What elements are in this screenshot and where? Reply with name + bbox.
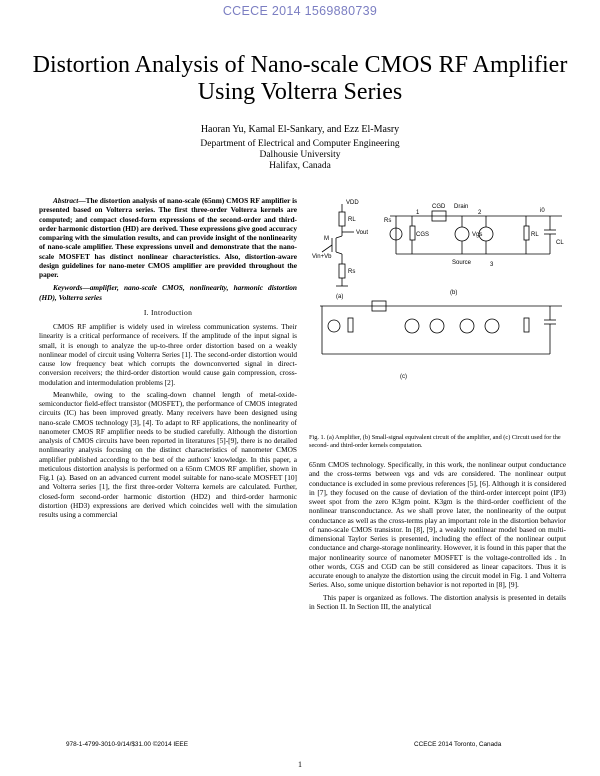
fig-vgs-label: Vgs xyxy=(472,232,483,238)
fig-node-3: 3 xyxy=(490,262,494,268)
right-paragraph-1: 65nm CMOS technology. Specifically, in this work, the nonlinear output conductance and the cross-terms between vgs and vds are considered. The nonlinear output conductance is excluded in some previous references [5], [6]. Although it is considered in [7], they focused on the cause of deviation of the third-order intercept point (IP3) sweet spot from the zero K3gm point. K3gm is the third-order coefficient of the nonlinear transconductance. As we shall prove later, the nonlinearity of the output conductance as well as the cross-terms play an important role in the distortion behavior of nano-scale CMOS transistor. In [8], [9], a weakly nonlinear model based on multi-dimensional Taylor Series is presented, including the effect of the nonlinear output conductance and charge-storage nonlinearity. However, it is found in this paper that the major nonlinearity source of nanometer MOSFET is the voltage-controlled ids . In other words, CGS and CGD can be still considered as linear capacitors. Thus it is accurate enough to analyze the distortion using the circuit model in Fig. 1 and Volterra Series. Also, some unique distortion behavior is not reported in [8], [9]. xyxy=(309,460,566,590)
intro-paragraph-2: Meanwhile, owing to the scaling-down channel length of metal-oxide-semiconductor field-effect transistor (MOSFET), the performance of CMOS integrated circuits (IC) has been improved greatly. Many receivers have been designed using nano-scale CMOS technology [3], [4]. To adapt to RF applications, the nonlinearity of nanometer CMOS RF amplifier needs to be studied carefully. Although the distortion analysis of CMOS circuits have been reported in literatures [5]-[9], there is no detailed nonlinearity analysis focusing on the distinct characteristics of nanometer CMOS amplifier published according to the best of the authors' knowledge. In this paper, a meticulous distortion analysis is performed on a 65nm CMOS RF amplifier, shown in Fig.1 (a). Based on an advanced current model suitable for nano-scale MOSFET [10] and Volterra series [1], the first three-order Volterra kernels are calculated. Further, closed-form second-order harmonic distortion (HD2) and third-order harmonic distortion (HD3) expressions are derived which coincides well with the simulation results using a commercial xyxy=(39,389,297,519)
footer-copyright: 978-1-4799-3010-9/14/$31.00 ©2014 IEEE xyxy=(66,741,188,748)
fig-m-label: M xyxy=(324,236,329,242)
fig-cgs-label: CGS xyxy=(416,232,430,238)
fig-rs2-label: Rs xyxy=(384,218,392,224)
fig-rl2-label: RL xyxy=(531,232,539,238)
author-block xyxy=(0,124,600,172)
keywords xyxy=(39,283,297,302)
department: Department of Electrical and Computer Engineering xyxy=(200,139,400,149)
fig-io-label: i0 xyxy=(540,208,545,214)
fig-b-label: (b) xyxy=(450,290,458,296)
title-line-1: Distortion Analysis of Nano-scale CMOS RF Amplifier xyxy=(32,52,568,78)
fig-source-label: Source xyxy=(452,260,472,266)
section-heading-introduction: I. Introduction xyxy=(143,307,193,317)
keywords-label: Keywords xyxy=(53,283,83,293)
left-column xyxy=(39,196,297,522)
paper-title xyxy=(0,52,600,106)
title-line-2: Using Volterra Series xyxy=(197,79,403,105)
fig-vin-label: Vin+Vb xyxy=(312,254,332,260)
fig-rl-label: RL xyxy=(348,217,356,223)
fig-node-1: 1 xyxy=(416,210,420,216)
fig-cl-label: CL xyxy=(556,240,564,246)
right-column xyxy=(309,460,566,614)
right-paragraph-2: This paper is organized as follows. The distortion analysis is presented in details in Section II. In Section III, the analytical xyxy=(309,592,566,611)
university: Dalhousie University xyxy=(259,150,341,160)
fig-a-label: (a) xyxy=(336,294,344,300)
figure-1-circuit xyxy=(312,194,566,444)
fig-c-label: (c) xyxy=(400,374,407,380)
abstract-text: —The distortion analysis of nano-scale (65nm) CMOS RF amplifier is presented based on Volterra series. The first three-order Volterra kernels are computed; and compact closed-form expressions of the second-order and third-order harmonic distortion (HD) are derived. These expressions give good accuracy comparing with the simulation results, and can provide insight of the nonlinearity of nano-scale amplifier. These expressions unveil and demonstrate that the nano-scale MOSFET has distinct nonlinear characteristics. Also, distortion-aware design guidelines for nano-meter CMOS amplifier are provided throughout the paper. xyxy=(39,196,297,279)
watermark: CCECE 2014 1569880739 xyxy=(222,4,378,18)
intro-paragraph-1: CMOS RF amplifier is widely used in wireless communication systems. Their linearity is a critical performance of receivers. If the amplitude of the input signal is small, it is enough to analyze the up-to-three order distortion based on a weakly nonlinear model of circuit using Volterra Series [1]. The second-order distortion would cause low frequency beat which corrupts the downconverted signal in direct-conversion receivers; the third-order distortion would cause gain compression, cross-modulation and intermodulation problems [2]. xyxy=(39,322,297,387)
fig-node-2: 2 xyxy=(478,210,482,216)
abstract-label: Abstract xyxy=(53,196,79,205)
footer-conference: CCECE 2014 Toronto, Canada xyxy=(414,741,502,748)
fig-drain-label: Drain xyxy=(454,204,469,210)
fig-vout-label: Vout xyxy=(356,230,369,236)
location: Halifax, Canada xyxy=(269,161,331,171)
author-names: Haoran Yu, Kamal El-Sankary, and Ezz El-Masry xyxy=(200,124,400,135)
fig-cgd-label: CGD xyxy=(432,204,446,210)
fig-rs-label: Rs xyxy=(348,269,356,275)
page-number: 1 xyxy=(298,760,302,769)
fig-vdd-label: VDD xyxy=(346,200,359,206)
keywords-text: —amplifier, nano-scale CMOS, nonlinearity, harmonic distortion (HD), Volterra series xyxy=(39,283,297,302)
abstract xyxy=(39,196,297,279)
figure-caption: Fig. 1. (a) Amplifier, (b) Small-signal equivalent circuit of the amplifier, and (c) Circuit used for the second- and third-order kernels computation. xyxy=(309,434,561,449)
